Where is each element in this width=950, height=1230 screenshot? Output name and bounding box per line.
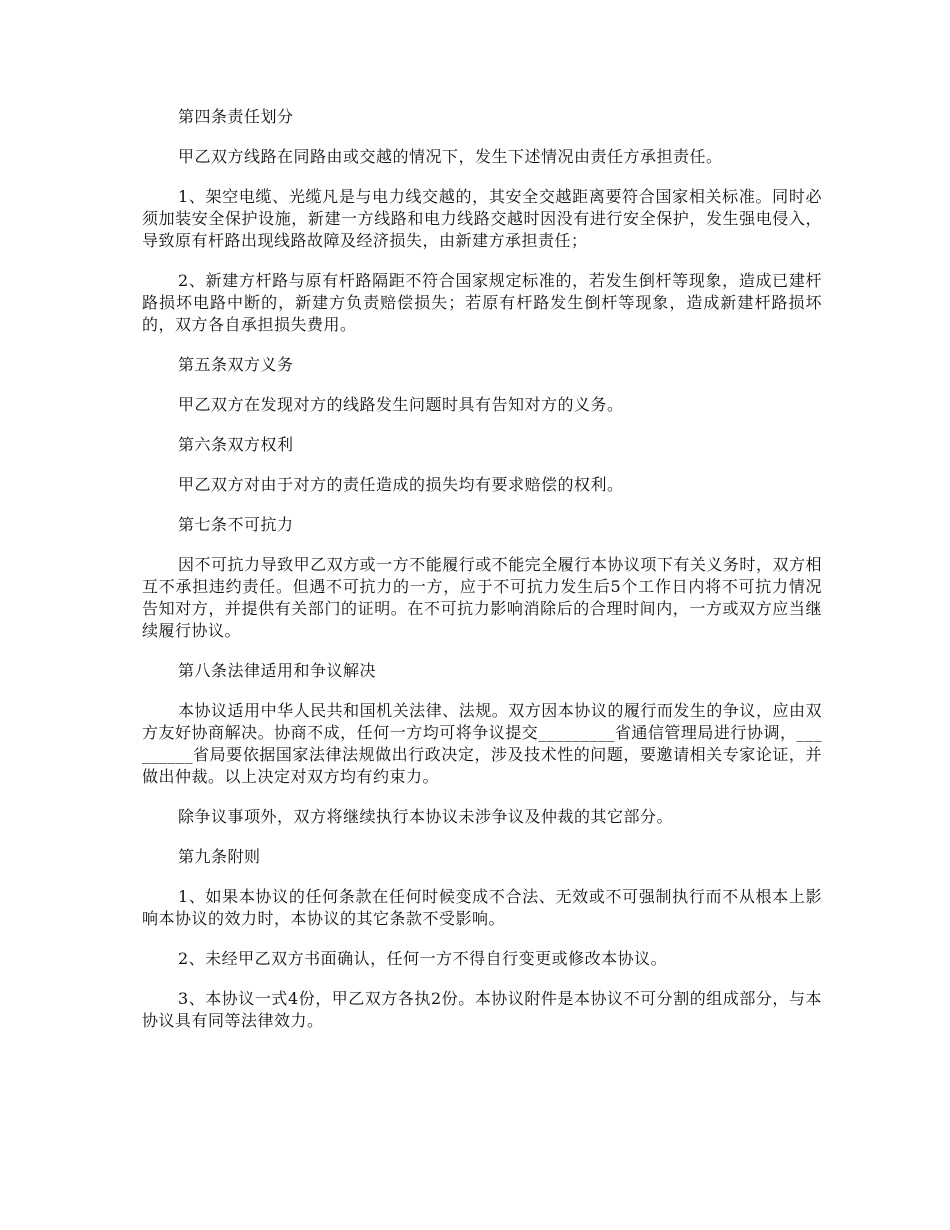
article-7-heading: 第七条不可抗力 <box>178 515 294 534</box>
document-body <box>142 106 822 1050</box>
article-8-remainder: 除争议事项外，双方将继续执行本协议未涉争议及仲裁的其它部分。 <box>178 807 674 826</box>
article-6-text: 甲乙双方对由于对方的责任造成的损失均有要求赔偿的权利。 <box>178 475 624 494</box>
article-9-heading: 第九条附则 <box>178 847 261 866</box>
article-9-clause-3: 3、本协议一式4份，甲乙双方各执2份。本协议附件是本协议不可分割的组成部分，与本协议具有同等法律效力。 <box>142 989 822 1030</box>
article-9-clause-1: 1、如果本协议的任何条款在任何时候变成不合法、无效或不可强制执行而不从根本上影响本协议的效力时，本协议的其它条款不受影响。 <box>142 887 822 928</box>
article-4-heading: 第四条责任划分 <box>178 107 294 126</box>
article-5-heading: 第五条双方义务 <box>178 355 294 374</box>
article-6-heading: 第六条双方权利 <box>178 435 294 454</box>
article-8-text: 本协议适用中华人民共和国机关法律、法规。双方因本协议的履行而发生的争议，应由双方友好协商解决。协商不成，任何一方均可将争议提交_________省通信管理局进行协调，_________省局要依据国家法律法规做出行政决定，涉及技术性的问题，要邀请相关专家论证，并做出仲裁。以上决定对双方均有约束力。 <box>142 701 822 786</box>
article-4-intro: 甲乙双方线路在同路由或交越的情况下，发生下述情况由责任方承担责任。 <box>178 147 723 166</box>
article-8-heading: 第八条法律适用和争议解决 <box>178 661 377 680</box>
article-5-text: 甲乙双方在发现对方的线路发生问题时具有告知对方的义务。 <box>178 395 624 414</box>
article-9-clause-2: 2、未经甲乙双方书面确认，任何一方不得自行变更或修改本协议。 <box>178 949 668 968</box>
article-7-text: 因不可抗力导致甲乙双方或一方不能履行或不能完全履行本协议项下有关义务时，双方相互不承担违约责任。但遇不可抗力的一方，应于不可抗力发生后5个工作日内将不可抗力情况告知对方，并提供有关部门的证明。在不可抗力影响消除后的合理时间内，一方或双方应当继续履行协议。 <box>142 555 822 640</box>
article-4-clause-1: 1、架空电缆、光缆凡是与电力线交越的，其安全交越距离要符合国家相关标准。同时必须加装安全保护设施，新建一方线路和电力线路交越时因没有进行安全保护，发生强电侵入，导致原有杆路出现线路故障及经济损失，由新建方承担责任； <box>142 187 822 250</box>
article-4-clause-2: 2、新建方杆路与原有杆路隔距不符合国家规定标准的，若发生倒杆等现象，造成已建杆路损坏电路中断的，新建方负责赔偿损失；若原有杆路发生倒杆等现象，造成新建杆路损坏的，双方各自承担损失费用。 <box>142 271 822 334</box>
